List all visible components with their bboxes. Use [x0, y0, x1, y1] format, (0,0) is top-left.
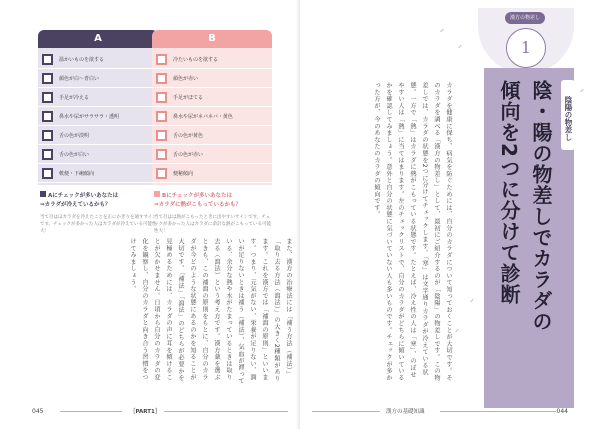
page-number-right: 044	[556, 408, 568, 415]
checkbox[interactable]	[156, 92, 167, 103]
checkbox[interactable]	[156, 73, 167, 84]
checklist-item[interactable]: 舌の色が白い	[38, 145, 158, 164]
square-marker-icon	[154, 191, 160, 197]
checklist-b-items	[152, 48, 272, 185]
checklist-a-result: Aにチェックが多いあなたは ⇒カラダが冷えているかも？	[40, 193, 119, 208]
checkbox[interactable]	[156, 149, 167, 160]
left-body-text: また、漢方の治療法には「補う方法（補法）」「取り去る方法（瀉法）」の大きく2種類があります。これを漢方では「補瀉の原則」といいます。つまり、元気がない、栄養が足りない、潤いが足りないときは補う（補法）、気血が滞っている、余分な熱や水がたまっているときは取り去る（瀉法）という考え方です。漢方薬を選ぶときも、この補瀉の原則をもとに、自分のカラダが今どのような状態にあるのかを知ることが大切です。「補法」「瀉法」のどちらが必要かを見極めるためには、カラダの声に耳を傾けることが欠かせません。日頃から自分のカラダの変化を観察し、自分のカラダと向き合う習慣をつけてみましょう。	[129, 238, 292, 385]
checkbox[interactable]	[42, 73, 53, 84]
checklist-b-header: B	[152, 30, 272, 48]
checklist-item[interactable]: 手足がほてる	[152, 88, 272, 107]
section-tab-label: 漢方の物差し	[505, 12, 545, 24]
footer-divider	[164, 411, 288, 412]
checklist-item[interactable]: 鼻水や尿がネバネバ・黄色	[152, 107, 272, 126]
section-label: 漢方の基礎知識	[386, 409, 425, 415]
checklist-item[interactable]: 舌の色が淡明	[38, 126, 158, 145]
checkbox[interactable]	[42, 92, 53, 103]
page-number-left: 045	[32, 408, 44, 415]
checklist-item[interactable]: 軟便・下痢傾向	[38, 164, 158, 183]
right-body-text: カラダを健康に保ち、病気を防ぐためには、自分のカラダについて知っておくことが大切です。そのカラダを調べる「漢方の物差し」として、最初にご紹介するのが「陰陽」の物差しです。この物差しでは、カラダの状態を2つに分けてチェックします。「寒」は文字通りカラダが冷えている状態。一方で「熱」はカラダに熱がこもっている状態です。たとえば、冷え性の人は「寒」、のぼせやすい人は「熱」に当てはまります。左のチェックリストで、自分のカラダがどちらに傾いているかを確認してみましょう。意外と自分の状態に気づいていない人も多いものです。チェックが多かった方が、今のあなたのカラダの傾向です。	[373, 82, 452, 382]
footer-divider	[440, 411, 556, 412]
footer-divider	[312, 411, 380, 412]
square-marker-icon	[40, 191, 46, 197]
checkbox[interactable]	[156, 168, 167, 179]
footer-divider	[60, 411, 122, 412]
checkbox[interactable]	[42, 149, 53, 160]
title-subheading: 陰陽の物差し	[561, 80, 575, 150]
checkbox[interactable]	[42, 54, 53, 65]
checklist-item[interactable]: 舌の色が黄色	[152, 126, 272, 145]
checkbox[interactable]	[42, 111, 53, 122]
checklist-b-note: 当て目はは熱がこもったときに出やすいサインです。チェックが多かった人はカラダに余計な熱がこもっている可能性大！	[154, 215, 271, 234]
checkbox[interactable]	[156, 111, 167, 122]
checklist-a-note: 当て目はほカラダを冷えたことを正にかぎりを通すサインです。チェックが多かった人はカラダが冷えている可能性大！	[40, 215, 157, 234]
checklist-item[interactable]: 顔色が赤い	[152, 69, 272, 88]
checklist-b	[152, 30, 272, 235]
checklist-b-result: Bにチェックが多いあなたは ⇒カラダに熱がこもっているかも？	[154, 193, 242, 208]
checklist-a-items	[38, 48, 158, 185]
page-title: 陰・陽の物差しでカラダの傾向を2つに分けて診断	[497, 80, 553, 332]
checkbox[interactable]	[156, 130, 167, 141]
part-label: ［PART1］	[130, 409, 161, 415]
checklist-item[interactable]: 顔色が白～青白い	[38, 69, 158, 88]
checklist-item[interactable]: 冷たいものを欲する	[152, 50, 272, 69]
checkbox[interactable]	[156, 54, 167, 65]
checkbox[interactable]	[42, 130, 53, 141]
checkbox[interactable]	[42, 168, 53, 179]
checklist-a	[38, 30, 158, 235]
checklist-a-header: A	[38, 30, 158, 48]
checklist-item[interactable]: 便秘傾向	[152, 164, 272, 183]
checklist-item[interactable]: 温かいものを欲する	[38, 50, 158, 69]
section-number: 1	[520, 38, 532, 57]
checklist-item[interactable]: 鼻水や尿がサラサラ・透明	[38, 107, 158, 126]
checklist-item[interactable]: 手足が冷える	[38, 88, 158, 107]
checklist-item[interactable]: 舌の色が赤い	[152, 145, 272, 164]
